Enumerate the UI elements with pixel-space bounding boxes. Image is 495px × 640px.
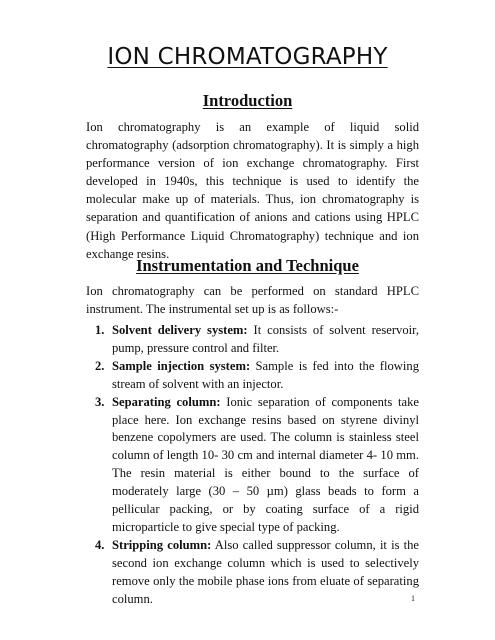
- list-item-number: 2.: [95, 358, 105, 373]
- list-item-term: Sample injection system:: [112, 358, 251, 373]
- list-item-number: 4.: [95, 537, 105, 552]
- list-item-text: Sample is fed into the flowing stream of solvent with an injector.: [112, 358, 419, 391]
- list-item-text: It consists of solvent reservoir, pump, pressure control and filter.: [112, 323, 419, 355]
- list-item: [86, 394, 419, 537]
- instrumentation-heading: Instrumentation and Technique: [136, 256, 359, 275]
- introduction-paragraph: Ion chromatography is an example of liquid solid chromatography (adsorption chromatography). It is simply a high performance version of ion exchange chromatography. First developed in 1940s, this technique is used to identify the molecular make up of materials. Thus, ion chromatography is separation and quantification of anions and cations using HPLC (High Performance Liquid Chromatography) technique and ion exchange resins.: [86, 120, 419, 261]
- instrumentation-paragraph: Ion chromatography can be performed on standard HPLC instrument. The instrumental set up is as follows:-: [86, 284, 419, 317]
- list-item-term: Solvent delivery system:: [112, 323, 248, 337]
- list-item-number: 1.: [95, 323, 105, 337]
- instrument-setup-list: [86, 322, 419, 609]
- list-item-term: Stripping column:: [112, 537, 212, 552]
- list-item: [86, 537, 419, 609]
- list-item: [86, 322, 419, 358]
- list-item: [86, 358, 419, 394]
- list-item-text: Ionic separation of components take place here. Ion exchange resins based on styrene divinyl benzene copolymers are used. The column is stainless steel column of length 10- 30 cm and internal diameter 4- 10 mm. The resin material is either bound to the surface of moderately large (30 – 50 µm) glass beads to form a pellicular packing, or by coating surface of a rigid microparticle to give special type of packing.: [112, 394, 419, 534]
- introduction-heading: Introduction: [202, 91, 293, 110]
- list-item-number: 3.: [95, 394, 105, 409]
- list-item-text: Also called suppressor column, it is the second ion exchange column which is used to selectively remove only the mobile phase ions from eluate of separating column.: [112, 537, 419, 606]
- document-title: ION CHROMATOGRAPHY: [107, 44, 388, 70]
- list-item-term: Separating column:: [112, 394, 221, 409]
- page-number: 1: [411, 594, 415, 603]
